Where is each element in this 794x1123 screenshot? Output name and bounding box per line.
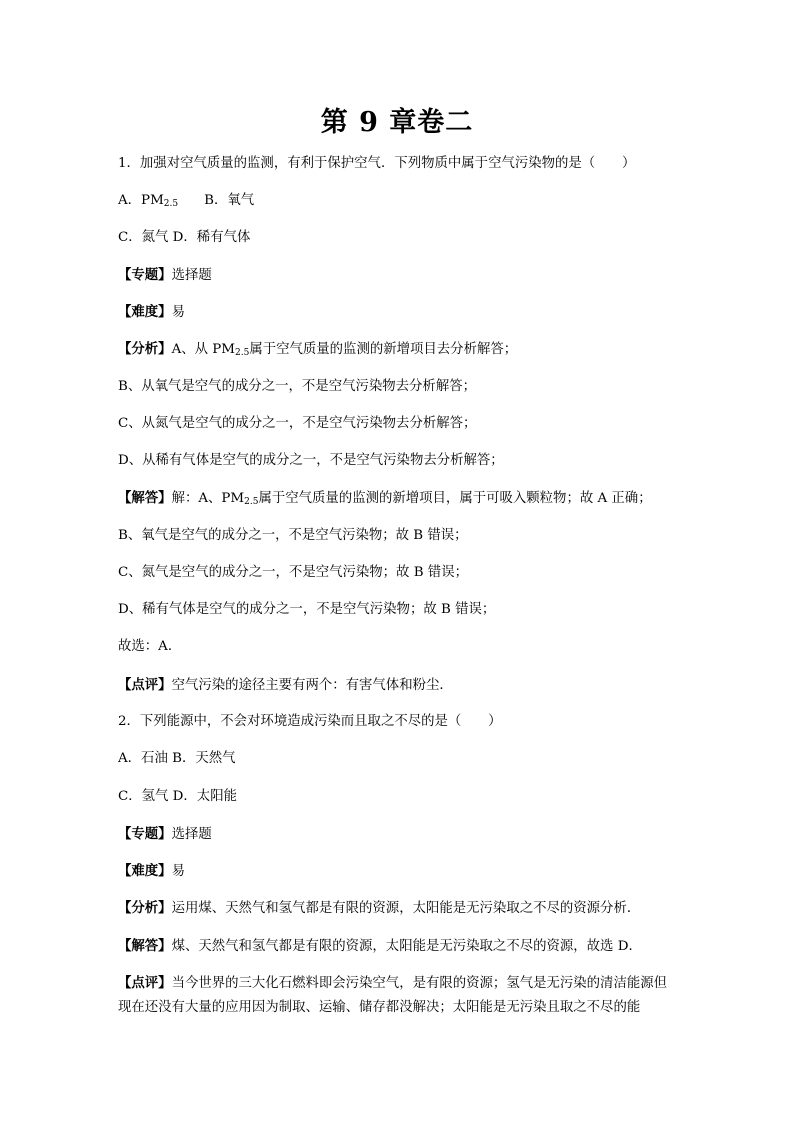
question-2-stem: 2．下列能源中，不会对环境造成污染而且取之不尽的是（ ） xyxy=(118,714,502,729)
question-2-options-ab: A．石油 B．天然气 xyxy=(118,751,236,766)
topic-value: 选择题 xyxy=(171,827,212,842)
question-1-answer-1 xyxy=(118,489,678,511)
difficulty-label: 【难度】 xyxy=(118,304,172,320)
option-a-prefix: A．PM xyxy=(118,193,164,208)
page-title: 第 9 章卷二 xyxy=(320,107,474,138)
question-1-answer-2: B、氧气是空气的成分之一，不是空气污染物；故 B 错误； xyxy=(118,528,468,543)
question-1-analysis-4: D、从稀有气体是空气的成分之一，不是空气污染物去分析解答； xyxy=(118,453,504,468)
question-2-options-cd: C．氢气 D．太阳能 xyxy=(118,789,237,804)
question-1-answer-3: C、氮气是空气的成分之一，不是空气污染物；故 B 错误； xyxy=(118,565,468,580)
question-1-answer-4: D、稀有气体是空气的成分之一，不是空气污染物；故 B 错误； xyxy=(118,602,496,617)
answer-1-post: 属于空气质量的监测的新增项目，属于可吸入颗粒物；故 A 正确； xyxy=(258,491,652,506)
comment-label: 【点评】 xyxy=(118,677,172,693)
question-1-analysis-3: C、从氮气是空气的成分之一，不是空气污染物去分析解答； xyxy=(118,416,477,431)
analysis-1-post: 属于空气质量的监测的新增项目去分析解答； xyxy=(249,342,518,357)
topic-label: 【专题】 xyxy=(118,826,172,842)
question-2-topic xyxy=(118,825,678,844)
analysis-label: 【分析】 xyxy=(118,900,172,916)
question-1-comment xyxy=(118,676,678,695)
option-b: B．氧气 xyxy=(204,193,255,208)
comment-value: 空气污染的途径主要有两个：有害气体和粉尘． xyxy=(171,678,453,693)
question-1-topic xyxy=(118,266,678,285)
question-2-answer xyxy=(118,937,678,956)
topic-value: 选择题 xyxy=(171,268,212,283)
difficulty-label: 【难度】 xyxy=(118,863,172,879)
question-1-difficulty xyxy=(118,303,678,322)
analysis-label: 【分析】 xyxy=(118,341,172,357)
question-1-stem: 1．加强对空气质量的监测，有利于保护空气．下列物质中属于空气污染物的是（ ） xyxy=(118,156,636,171)
question-2-analysis xyxy=(118,899,678,918)
difficulty-value: 易 xyxy=(171,305,185,320)
comment-label: 【点评】 xyxy=(118,975,172,991)
question-1-analysis-2: B、从氧气是空气的成分之一，不是空气污染物去分析解答； xyxy=(118,379,476,394)
analysis-1-subscript: 2.5 xyxy=(235,348,250,358)
analysis-1-pre: A、从 PM xyxy=(171,342,235,357)
answer-label: 【解答】 xyxy=(118,938,172,954)
question-1-analysis-1 xyxy=(118,340,678,362)
analysis-value: 运用煤、天然气和氢气都是有限的资源，太阳能是无污染取之不尽的资源分析． xyxy=(171,901,641,916)
question-1-choice: 故选：A． xyxy=(118,639,182,654)
question-2-difficulty xyxy=(118,862,678,881)
answer-1-subscript: 2.5 xyxy=(244,497,259,507)
question-1-options-ab xyxy=(118,192,678,213)
answer-1-pre: 解：A、PM xyxy=(171,491,245,506)
comment-value: 当今世界的三大化石燃料即会污染空气，是有限的资源；氢气是无污染的清洁能源但现在还没有大量的应用因为制取、运输、储存都没解决；太阳能是无污染且取之不尽的能 xyxy=(118,976,668,1015)
answer-label: 【解答】 xyxy=(118,490,172,506)
topic-label: 【专题】 xyxy=(118,267,172,283)
difficulty-value: 易 xyxy=(171,864,185,879)
question-1-options-cd: C．氮气 D．稀有气体 xyxy=(118,230,251,245)
answer-value: 煤、天然气和氢气都是有限的资源，太阳能是无污染取之不尽的资源，故选 D． xyxy=(171,939,642,954)
option-a-subscript: 2.5 xyxy=(163,199,179,209)
question-2-comment xyxy=(118,971,678,1020)
